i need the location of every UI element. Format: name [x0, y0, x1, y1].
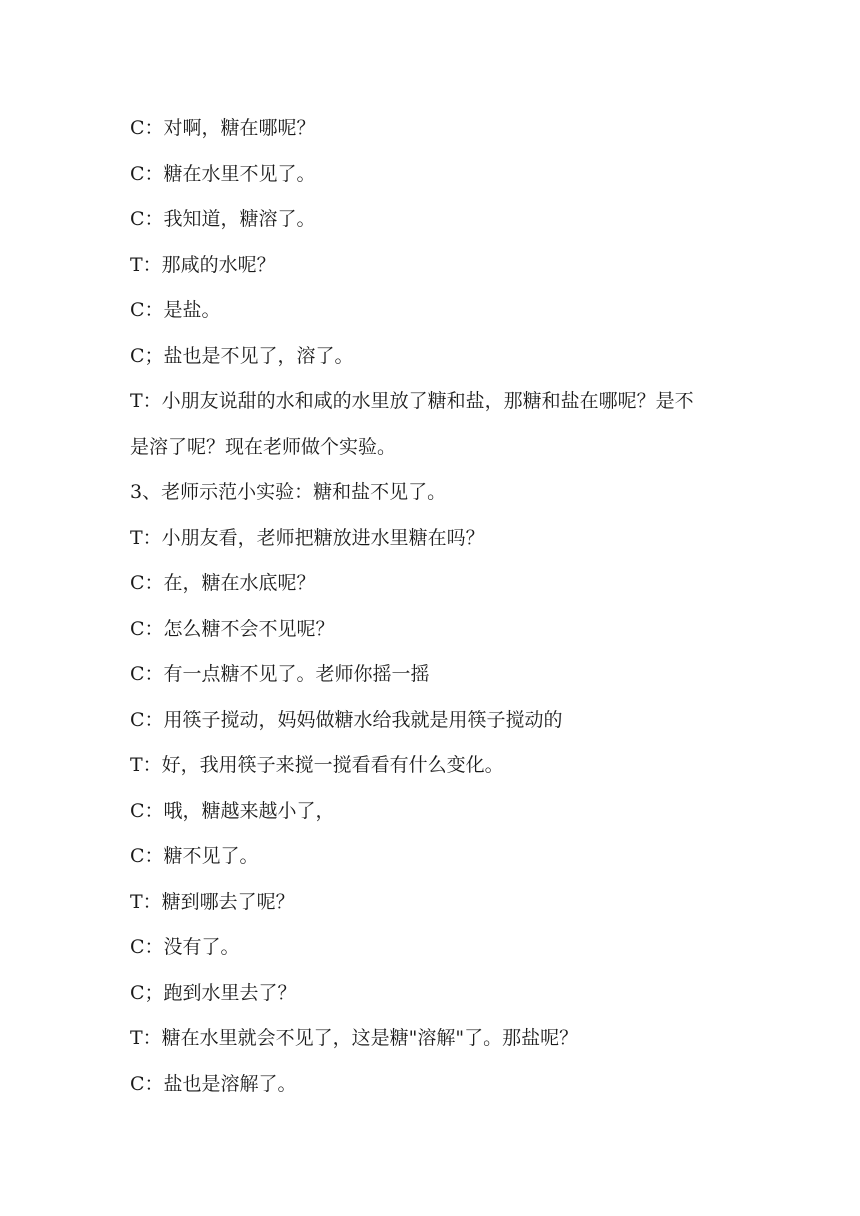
transcript-line: C：没有了。 [130, 936, 240, 958]
transcript-line: C：糖在水里不见了。 [130, 162, 316, 185]
transcript-line: 是溶了呢？现在老师做个实验。 [130, 435, 397, 458]
transcript-line: C：是盐。 [130, 299, 221, 321]
section-heading: 3、老师示范小实验：糖和盐不见了。 [130, 481, 447, 503]
transcript-line: C：怎么糖不会不见呢？ [130, 617, 335, 640]
transcript-line: C：用筷子搅动，妈妈做糖水给我就是用筷子搅动的 [130, 708, 563, 731]
transcript-line: T：糖到哪去了呢？ [130, 890, 295, 913]
transcript-line: T：好，我用筷子来搅一搅看看有什么变化。 [130, 754, 504, 776]
transcript-line: C：在，糖在水底呢？ [130, 572, 316, 594]
transcript-line: T：小朋友说甜的水和咸的水里放了糖和盐，那糖和盐在哪呢？是不 [130, 390, 694, 412]
transcript-line: C：对啊，糖在哪呢？ [130, 117, 316, 139]
transcript-body [130, 113, 730, 1114]
transcript-line: C：糖不见了。 [130, 845, 259, 867]
transcript-line: T：那咸的水呢？ [130, 253, 276, 276]
transcript-line: T：小朋友看，老师把糖放进水里糖在吗？ [130, 526, 485, 549]
transcript-line: C；盐也是不见了，溶了。 [130, 344, 354, 367]
transcript-line: C：哦，糖越来越小了， [130, 799, 335, 822]
transcript-line: C：盐也是溶解了。 [130, 1072, 297, 1095]
transcript-line: C：有一点糖不见了。老师你摇一摇 [130, 663, 430, 685]
transcript-line: C：我知道，糖溶了。 [130, 208, 316, 230]
transcript-line: C；跑到水里去了？ [130, 981, 297, 1004]
transcript-line: T：糖在水里就会不见了，这是糖"溶解"了。那盐呢？ [130, 1027, 579, 1049]
